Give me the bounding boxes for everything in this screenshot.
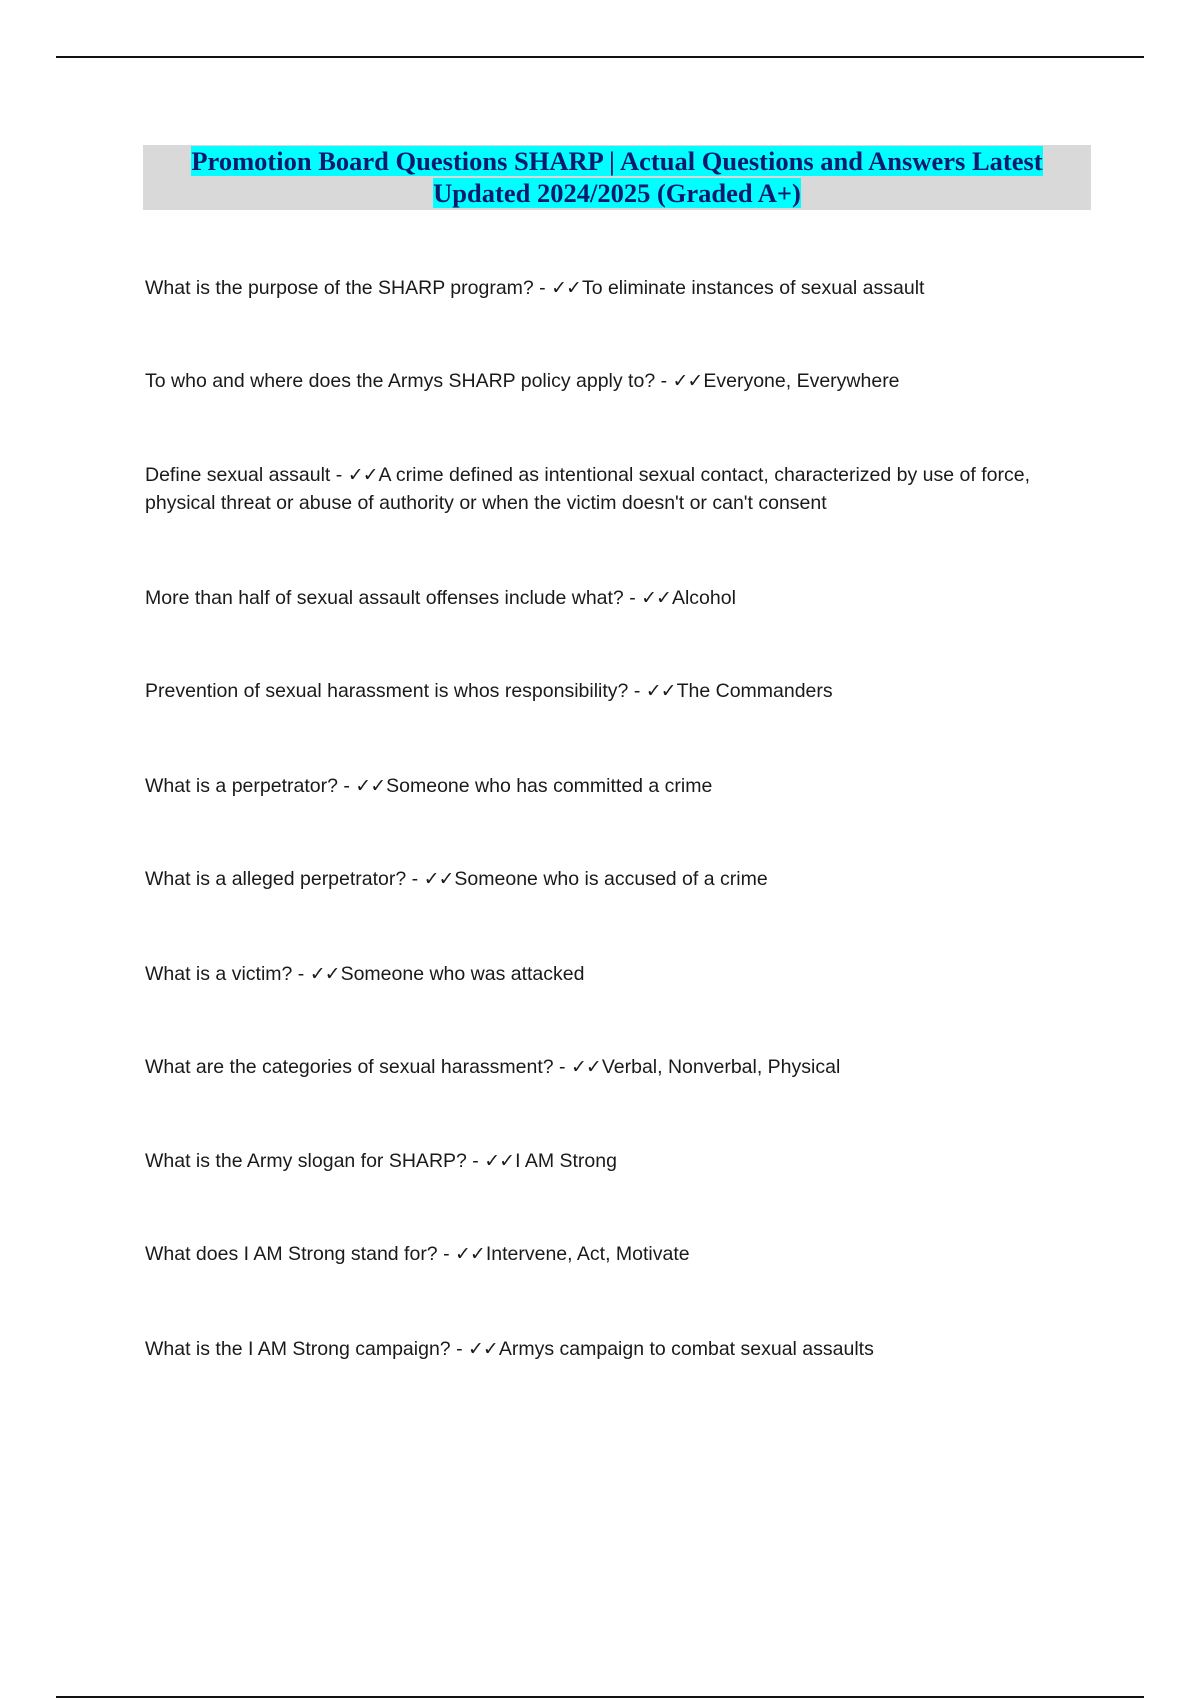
double-check-icon: ✓✓ <box>423 868 454 890</box>
double-check-icon: ✓✓ <box>455 1243 485 1265</box>
answer-text: The Commanders <box>676 680 833 702</box>
title-line-2: Updated 2024/2025 (Graded A+) <box>433 178 801 208</box>
answer-text: I AM Strong <box>515 1150 617 1172</box>
qa-item-6: What is a perpetrator? - ✓✓Someone who has committed a crime <box>145 775 713 797</box>
question-text: What is the Army slogan for SHARP? <box>145 1150 467 1172</box>
answer-text: Someone who has committed a crime <box>386 775 713 797</box>
qa-item-4: More than half of sexual assault offenses include what? - ✓✓Alcohol <box>145 587 736 609</box>
qa-item-3: Define sexual assault - ✓✓A crime defined as intentional sexual contact, characterized by use of force, physical threat or abuse of authority or when the victim doesn't or can't consent <box>145 464 1030 514</box>
answer-text: A crime defined as intentional sexual contact, characterized by use of force, physical threat or abuse of authority or when the victim doesn't or can't consent <box>145 464 1030 514</box>
bottom-rule <box>56 1696 1144 1698</box>
top-rule <box>56 56 1144 58</box>
answer-text: Verbal, Nonverbal, Physical <box>601 1056 841 1078</box>
qa-item-7: What is a alleged perpetrator? - ✓✓Someone who is accused of a crime <box>145 868 768 890</box>
question-text: What are the categories of sexual harassment? <box>145 1056 554 1078</box>
double-check-icon: ✓✓ <box>641 587 671 609</box>
answer-text: Someone who was attacked <box>340 963 585 985</box>
question-text: Define sexual assault <box>145 464 331 486</box>
double-check-icon: ✓✓ <box>645 680 676 702</box>
qa-item-12: What is the I AM Strong campaign? - ✓✓Armys campaign to combat sexual assaults <box>145 1338 874 1360</box>
double-check-icon: ✓✓ <box>309 963 340 985</box>
double-check-icon: ✓✓ <box>347 464 378 486</box>
qa-item-9: What are the categories of sexual harassment? - ✓✓Verbal, Nonverbal, Physical <box>145 1056 841 1078</box>
question-text: What is a perpetrator? <box>145 775 338 797</box>
qa-item-8: What is a victim? - ✓✓Someone who was attacked <box>145 963 585 985</box>
title-line-1: Promotion Board Questions SHARP | Actual Questions and Answers Latest <box>191 146 1043 176</box>
double-check-icon: ✓✓ <box>672 370 703 392</box>
answer-text: To eliminate instances of sexual assault <box>581 277 925 299</box>
question-text: Prevention of sexual harassment is whos responsibility? <box>145 680 629 702</box>
double-check-icon: ✓✓ <box>570 1056 601 1078</box>
question-text: More than half of sexual assault offenses include what? <box>145 587 624 609</box>
question-text: What is the purpose of the SHARP program? <box>145 277 534 299</box>
double-check-icon: ✓✓ <box>468 1338 498 1360</box>
answer-text: Someone who is accused of a crime <box>454 868 768 890</box>
question-text: What does I AM Strong stand for? <box>145 1243 438 1265</box>
answer-text: Alcohol <box>671 587 736 609</box>
document-title <box>143 145 1091 210</box>
question-text: To who and where does the Armys SHARP policy apply to? <box>145 370 656 392</box>
qa-item-2: To who and where does the Armys SHARP policy apply to? - ✓✓Everyone, Everywhere <box>145 370 900 392</box>
question-text: What is the I AM Strong campaign? <box>145 1338 451 1360</box>
double-check-icon: ✓✓ <box>484 1150 515 1172</box>
qa-item-11: What does I AM Strong stand for? - ✓✓Intervene, Act, Motivate <box>145 1243 690 1265</box>
answer-text: Armys campaign to combat sexual assaults <box>498 1338 874 1360</box>
double-check-icon: ✓✓ <box>551 277 581 299</box>
question-text: What is a alleged perpetrator? <box>145 868 407 890</box>
double-check-icon: ✓✓ <box>355 775 386 797</box>
qa-item-1: What is the purpose of the SHARP program? - ✓✓To eliminate instances of sexual assault <box>145 277 925 299</box>
answer-text: Intervene, Act, Motivate <box>485 1243 690 1265</box>
qa-item-10: What is the Army slogan for SHARP? - ✓✓I AM Strong <box>145 1150 617 1172</box>
qa-item-5: Prevention of sexual harassment is whos responsibility? - ✓✓The Commanders <box>145 680 833 702</box>
question-text: What is a victim? <box>145 963 293 985</box>
answer-text: Everyone, Everywhere <box>703 370 900 392</box>
